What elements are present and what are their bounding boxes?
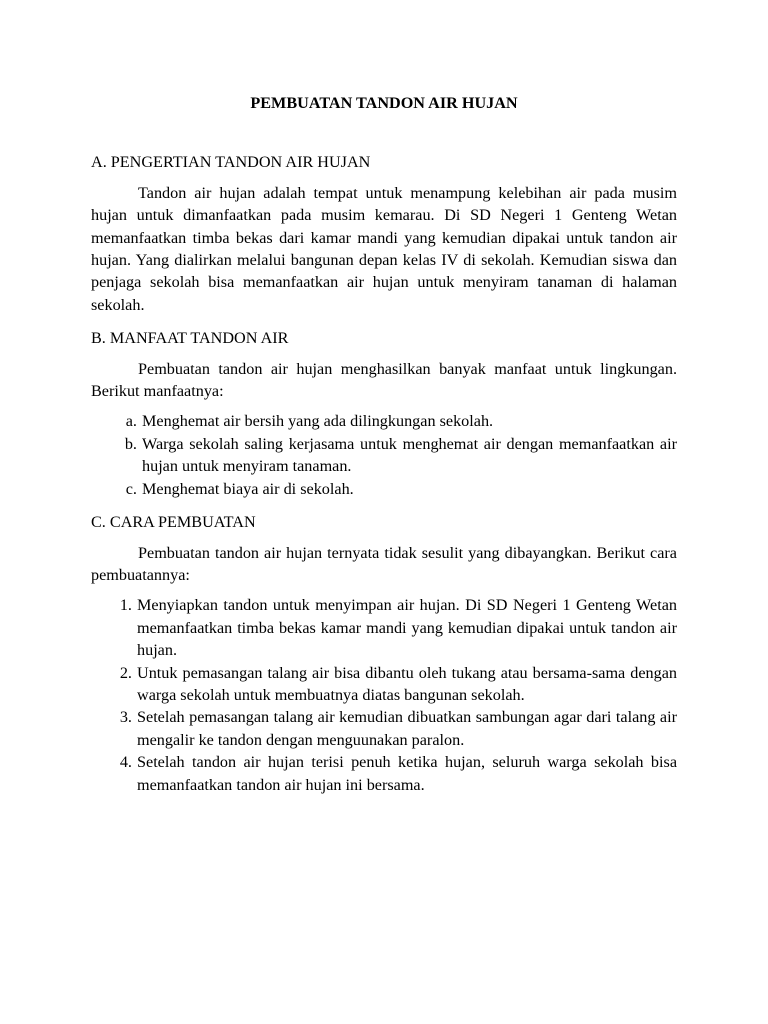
section-a-heading: A. PENGERTIAN TANDON AIR HUJAN: [91, 153, 371, 172]
list-item: 1. Menyiapkan tandon untuk menyimpan air hujan. Di SD Negeri 1 Genteng Wetan memanfaatkan timba bekas kamar mandi yang kemudian dipakai untuk tandon air hujan.: [136, 594, 677, 661]
list-item: b. Warga sekolah saling kerjasama untuk menghemat air dengan memanfaatkan air hujan untuk menyiram tanaman.: [141, 433, 677, 478]
list-item: c. Menghemat biaya air di sekolah.: [141, 478, 677, 500]
document-title: PEMBUATAN TANDON AIR HUJAN: [250, 94, 518, 112]
steps-list: [91, 594, 677, 796]
section-b: [91, 327, 677, 500]
section-b-paragraph: Pembuatan tandon air hujan menghasilkan banyak manfaat untuk lingkungan. Berikut manfaatnya:: [91, 359, 677, 401]
section-c: [91, 511, 677, 796]
list-item: a. Menghemat air bersih yang ada dilingkungan sekolah.: [141, 410, 677, 432]
section-c-heading: C. CARA PEMBUATAN: [91, 513, 256, 532]
list-item: 3. Setelah pemasangan talang air kemudian dibuatkan sambungan agar dari talang air mengalir ke tandon dengan menguunakan paralon.: [136, 706, 677, 751]
benefits-list: [91, 410, 677, 500]
section-a-paragraph: Tandon air hujan adalah tempat untuk menampung kelebihan air pada musim hujan untuk dimanfaatkan pada musim kemarau. Di SD Negeri 1 Genteng Wetan memanfaatkan timba bekas dari kamar mandi yang kemudian dipakai untuk tandon air hujan. Yang dialirkan melalui bangunan depan kelas IV di sekolah. Kemudian siswa dan penjaga sekolah bisa memanfaatkan air hujan untuk menyiram tanaman di halaman sekolah.: [91, 183, 677, 314]
document-page: [91, 92, 677, 804]
list-item: 4. Setelah tandon air hujan terisi penuh ketika hujan, seluruh warga sekolah bisa memanfaatkan tandon air hujan ini bersama.: [136, 751, 677, 796]
section-b-heading: B. MANFAAT TANDON AIR: [91, 329, 289, 348]
list-item: 2. Untuk pemasangan talang air bisa dibantu oleh tukang atau bersama-sama dengan warga sekolah untuk membuatnya diatas bangunan sekolah.: [136, 662, 677, 707]
section-c-paragraph: Pembuatan tandon air hujan ternyata tidak sesulit yang dibayangkan. Berikut cara pembuatannya:: [91, 543, 677, 584]
section-a: [91, 151, 677, 316]
